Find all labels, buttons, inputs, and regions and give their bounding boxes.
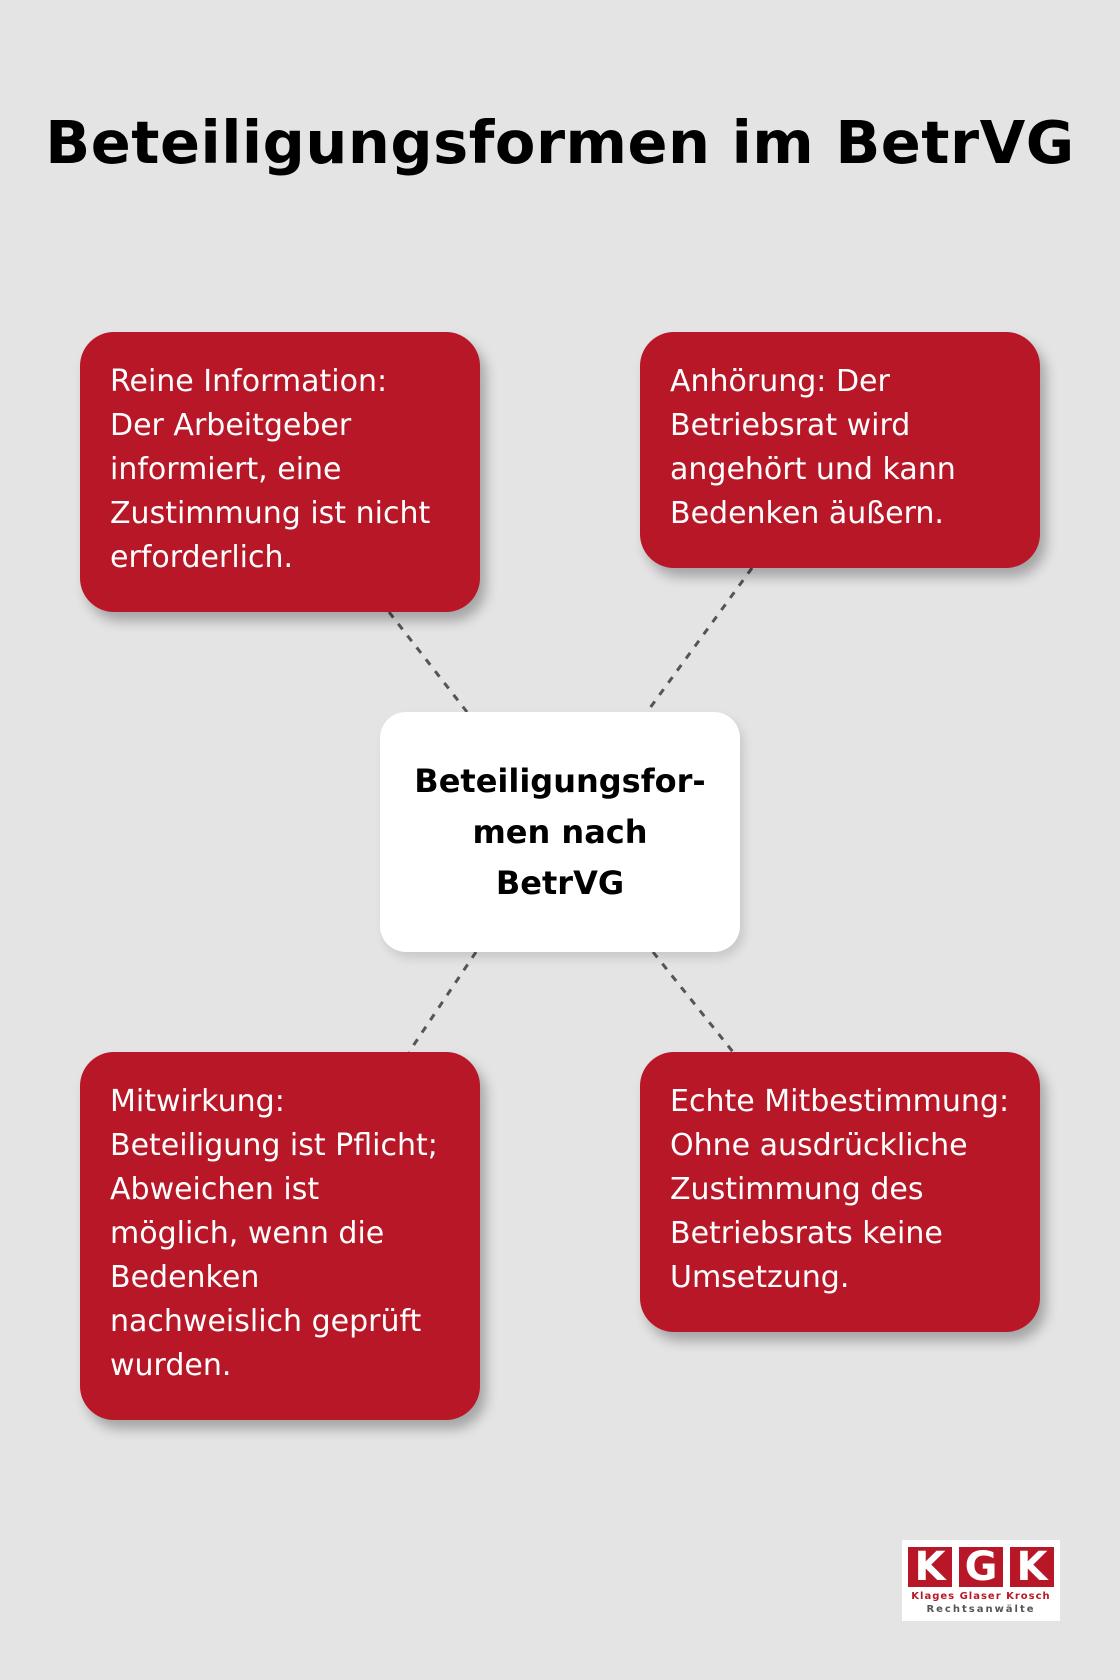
page-title: Beteiligungsformen im BetrVG: [45, 108, 1075, 177]
connector-anhoerung: [647, 568, 752, 712]
node-echte-mitbestimmung: Echte Mitbestimmung: Ohne ausdrückliche Zustimmung des Betriebsrats keine Umsetzung.: [640, 1052, 1040, 1332]
kgk-logo: [902, 1540, 1060, 1621]
node-anhoerung: Anhörung: Der Betriebsrat wird angehört und kann Bedenken äußern.: [640, 332, 1040, 568]
center-node-label: Beteiligungsfor- men nach BetrVG: [414, 761, 706, 902]
logo-letter-k: K: [908, 1547, 952, 1587]
logo-names: Klages Glaser Krosch: [911, 1591, 1051, 1602]
logo-letter-g: G: [959, 1547, 1003, 1587]
center-node: [380, 712, 740, 952]
logo-letter-k-second: K: [1010, 1547, 1054, 1587]
connector-information: [389, 612, 467, 712]
node-reine-information: Reine Information: Der Arbeitgeber informiert, eine Zustimmung ist nicht erforderlich.: [80, 332, 480, 612]
logo-subtitle: Rechtsanwälte: [926, 1604, 1036, 1615]
connector-mitbestimmung: [653, 952, 733, 1052]
node-mitwirkung: Mitwirkung: Beteiligung ist Pflicht; Abweichen ist möglich, wenn die Bedenken nachweislich geprüft wurden.: [80, 1052, 480, 1420]
connector-mitwirkung: [409, 952, 476, 1052]
